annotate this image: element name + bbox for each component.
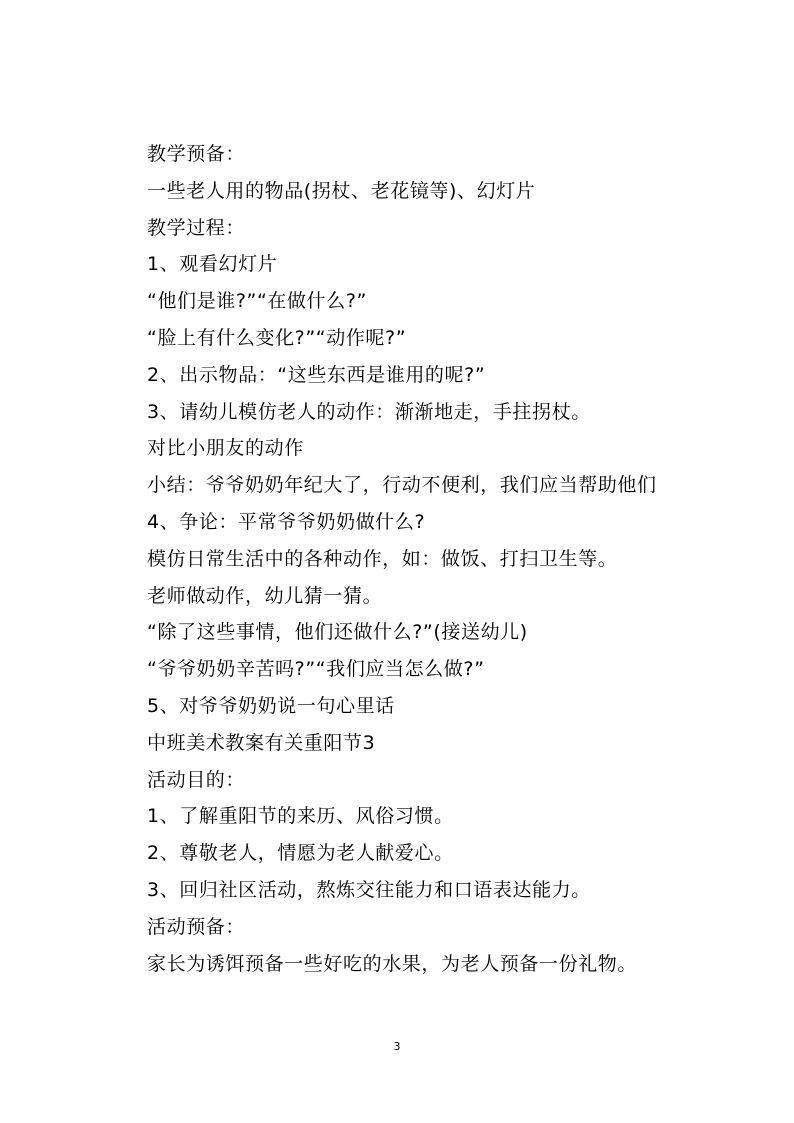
text-line: “除了这些事情，他们还做什么?”(接送幼儿) [147, 621, 528, 644]
text-line: 家长为诱饵预备一些好吃的水果，为老人预备一份礼物。 [147, 952, 638, 975]
text-line: 一些老人用的物品(拐杖、老花镜等)、幻灯片 [147, 179, 536, 202]
page-number: 3 [393, 1040, 401, 1053]
text-line: 1、观看幻灯片 [147, 253, 278, 276]
text-line: 模仿日常生活中的各种动作，如：做饭、打扫卫生等。 [147, 547, 618, 570]
text-line: 2、尊敬老人，情愿为老人献爱心。 [147, 842, 454, 865]
section-title: 中班美术教案有关重阳节3 [147, 731, 376, 754]
section-heading-activity-preparation: 活动预备： [147, 915, 246, 938]
text-line: “爷爷奶奶辛苦吗?”“我们应当怎么做?” [147, 658, 485, 681]
text-line: 4、争论：平常爷爷奶奶做什么? [147, 510, 426, 533]
text-line: “他们是谁?”“在做什么?” [147, 290, 367, 313]
text-line: 小结：爷爷奶奶年纪大了，行动不便利，我们应当帮助他们 [147, 474, 657, 497]
text-line: “脸上有什么变化?”“动作呢?” [147, 326, 407, 349]
text-line: 5、对爷爷奶奶说一句心里话 [147, 694, 395, 717]
section-heading-goals: 活动目的： [147, 768, 246, 791]
text-line: 老师做动作，幼儿猜一猜。 [147, 584, 383, 607]
section-heading-preparation: 教学预备： [147, 143, 246, 165]
text-line: 对比小朋友的动作 [147, 437, 304, 460]
section-heading-process: 教学过程： [147, 216, 246, 239]
document-body [147, 136, 737, 982]
text-line: 1、了解重阳节的来历、风俗习惯。 [147, 805, 454, 828]
text-line: 3、回归社区活动，熬炼交往能力和口语表达能力。 [147, 878, 591, 901]
text-line: 2、出示物品：“这些东西是谁用的呢?” [147, 363, 486, 386]
text-line: 3、请幼儿模仿老人的动作：渐渐地走，手拄拐杖。 [147, 400, 591, 423]
